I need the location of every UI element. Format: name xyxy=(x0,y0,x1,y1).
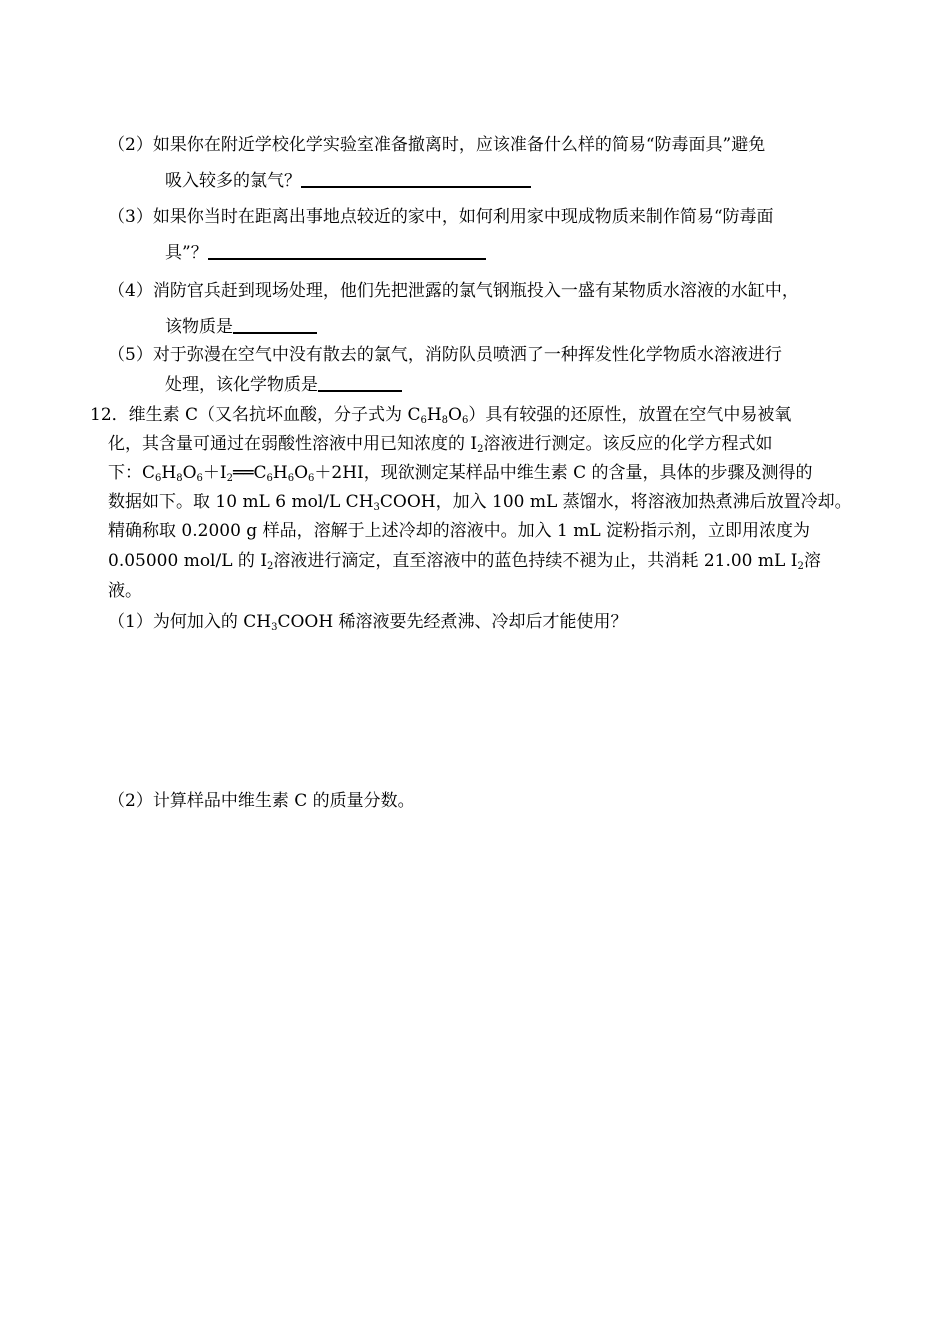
answer-blank-part3[interactable] xyxy=(208,242,486,260)
q12-line6: 0.05000 mol/L 的 $I_2$溶液进行滴定，直至溶液中的蓝色持续不褪为止，共消耗 21.00 mL $I_2$溶 xyxy=(108,551,821,572)
q12-subquestion2: （2）计算样品中维生素 C 的质量分数。 xyxy=(108,791,415,811)
q12-line4: 数据如下。取 10 mL 6 mol/L $CH_3COOH$，加入 100 mL 蒸馏水，将溶液加热煮沸后放置冷却。 xyxy=(108,492,852,513)
answer-blank-part4[interactable] xyxy=(233,316,317,334)
q12-line3-equation: 下：$C_6H_8O_6+I_2══C_6H_6O_6+2HI$，现欲测定某样品中维生素 C 的含量，具体的步骤及测得的 xyxy=(108,463,813,484)
q11-part3-line2: 具”？ xyxy=(165,242,486,264)
q11-part2-line2: 吸入较多的氯气？ xyxy=(165,170,531,192)
q11-part4-line1: （4）消防官兵赶到现场处理，他们先把泄露的氯气钢瓶投入一盛有某物质水溶液的水缸中， xyxy=(108,281,799,301)
q12-line5: 精确称取 0.2000 g 样品，溶解于上述冷却的溶液中。加入 1 mL 淀粉指示剂，立即用浓度为 xyxy=(108,521,811,541)
q12-line7: 液。 xyxy=(108,581,142,601)
q11-part4-line2: 该物质是 xyxy=(165,316,317,338)
answer-blank-part5[interactable] xyxy=(318,374,402,392)
q11-part5-line1: （5）对于弥漫在空气中没有散去的氯气，消防队员喷洒了一种挥发性化学物质水溶液进行 xyxy=(108,345,782,365)
q11-part5-line2: 处理，该化学物质是 xyxy=(165,374,402,396)
answer-blank-part2[interactable] xyxy=(301,170,531,188)
q11-part2-line1: （2）如果你在附近学校化学实验室准备撤离时，应该准备什么样的简易“防毒面具”避免 xyxy=(108,135,766,155)
q12-subquestion1: （1）为何加入的 $CH_3COOH$ 稀溶液要先经煮沸、冷却后才能使用？ xyxy=(108,612,628,633)
q12-line2: 化，其含量可通过在弱酸性溶液中用已知浓度的 $I_2$溶液进行测定。该反应的化学方程式如 xyxy=(108,434,773,455)
q11-part3-line1: （3）如果你当时在距离出事地点较近的家中，如何利用家中现成物质来制作简易“防毒面 xyxy=(108,207,774,227)
q12-line1: 12．维生素 C（又名抗坏血酸，分子式为 $C_6H_8O_6$）具有较强的还原性，放置在空气中易被氧 xyxy=(90,405,792,426)
